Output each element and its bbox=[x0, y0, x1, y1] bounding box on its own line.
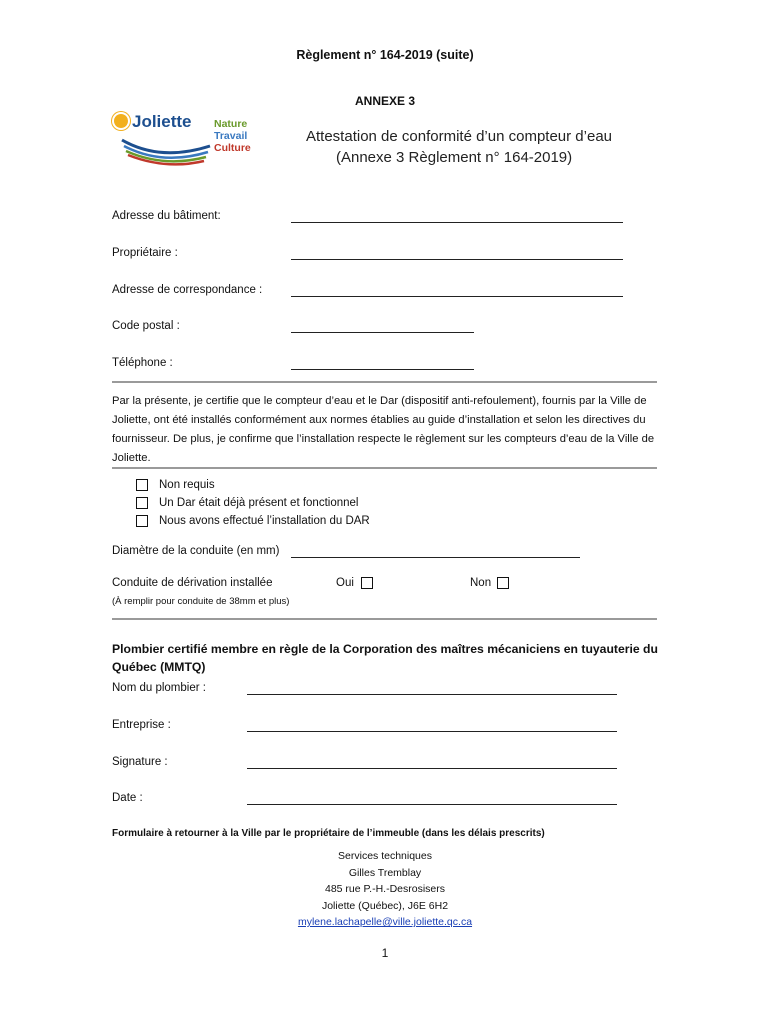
entreprise-field[interactable] bbox=[247, 731, 617, 732]
signature-label: Signature : bbox=[112, 756, 168, 768]
address-block bbox=[0, 848, 770, 931]
adresse-batiment-field[interactable] bbox=[291, 222, 623, 223]
form-title bbox=[306, 126, 612, 168]
adresse-correspondance-field[interactable] bbox=[291, 296, 623, 297]
non-requis-label: Non requis bbox=[159, 479, 215, 491]
email-link[interactable]: mylene.lachapelle@ville.joliette.qc.ca bbox=[297, 916, 473, 928]
nom-plombier-label: Nom du plombier : bbox=[112, 682, 206, 694]
page-number: 1 bbox=[381, 946, 389, 960]
non-requis-checkbox[interactable] bbox=[136, 479, 148, 491]
annexe-label: ANNEXE 3 bbox=[354, 94, 416, 108]
logo-tagline-nature: Nature bbox=[214, 118, 248, 130]
form-title-line1: Attestation de conformité d’un compteur d’eau bbox=[306, 128, 613, 145]
dar-installed-label: Nous avons effectué l’installation du DAR bbox=[159, 515, 370, 527]
divider bbox=[112, 618, 657, 620]
address-line: 485 rue P.-H.-Desrosisers bbox=[324, 883, 446, 895]
oui-checkbox[interactable] bbox=[361, 577, 373, 589]
swoosh-icon bbox=[120, 132, 212, 166]
entreprise-label: Entreprise : bbox=[112, 719, 171, 731]
form-title-line2: (Annexe 3 Règlement n° 164-2019) bbox=[336, 149, 573, 166]
divider bbox=[112, 467, 657, 469]
plombier-heading: Plombier certifié membre en règle de la Corporation des maîtres mécaniciens en tuyauterie du Québec (MMTQ) bbox=[112, 642, 658, 674]
dar-installed-checkbox[interactable] bbox=[136, 515, 148, 527]
regulation-title: Règlement n° 164-2019 (suite) bbox=[296, 48, 474, 62]
dar-present-checkbox[interactable] bbox=[136, 497, 148, 509]
proprietaire-field[interactable] bbox=[291, 259, 623, 260]
logo-tagline-culture: Culture bbox=[214, 142, 251, 154]
non-checkbox[interactable] bbox=[497, 577, 509, 589]
telephone-label: Téléphone : bbox=[112, 357, 173, 369]
code-postal-label: Code postal : bbox=[112, 320, 180, 332]
date-field[interactable] bbox=[247, 804, 617, 805]
return-note: Formulaire à retourner à la Ville par le propriétaire de l’immeuble (dans les délais prescrits) bbox=[112, 828, 545, 839]
diametre-field[interactable] bbox=[291, 557, 580, 558]
telephone-field[interactable] bbox=[291, 369, 474, 370]
derivation-note: (À remplir pour conduite de 38mm et plus) bbox=[112, 596, 290, 607]
certification-text: Par la présente, je certifie que le compteur d’eau et le Dar (dispositif anti-refoulement), fournis par la Ville de Joliette, ont été installés conformément aux normes établies au guide d’installation et selon les directives du fournisseur. De plus, je confirme que l’installation respecte le règlement sur les compteurs d’eau de la Ville de Joliette. bbox=[112, 395, 655, 464]
sun-icon bbox=[114, 114, 128, 128]
non-label: Non bbox=[470, 577, 492, 589]
nom-plombier-field[interactable] bbox=[247, 694, 617, 695]
proprietaire-label: Propriétaire : bbox=[112, 247, 178, 259]
adresse-batiment-label: Adresse du bâtiment: bbox=[112, 210, 221, 222]
divider bbox=[112, 381, 657, 383]
dar-present-label: Un Dar était déjà présent et fonctionnel bbox=[159, 497, 359, 509]
adresse-correspondance-label: Adresse de correspondance : bbox=[112, 284, 263, 296]
address-line: Gilles Tremblay bbox=[348, 866, 422, 879]
logo-name: Joliette bbox=[132, 112, 192, 131]
logo-tagline-travail: Travail bbox=[214, 130, 248, 142]
diametre-label: Diamètre de la conduite (en mm) bbox=[112, 545, 280, 557]
address-line: Services techniques bbox=[338, 850, 432, 862]
address-line: Joliette (Québec), J6E 6H2 bbox=[321, 899, 449, 912]
joliette-logo bbox=[112, 110, 272, 166]
date-label: Date : bbox=[112, 792, 143, 804]
signature-field[interactable] bbox=[247, 768, 617, 769]
code-postal-field[interactable] bbox=[291, 332, 474, 333]
oui-label: Oui bbox=[336, 577, 354, 589]
derivation-label: Conduite de dérivation installée bbox=[112, 577, 273, 589]
